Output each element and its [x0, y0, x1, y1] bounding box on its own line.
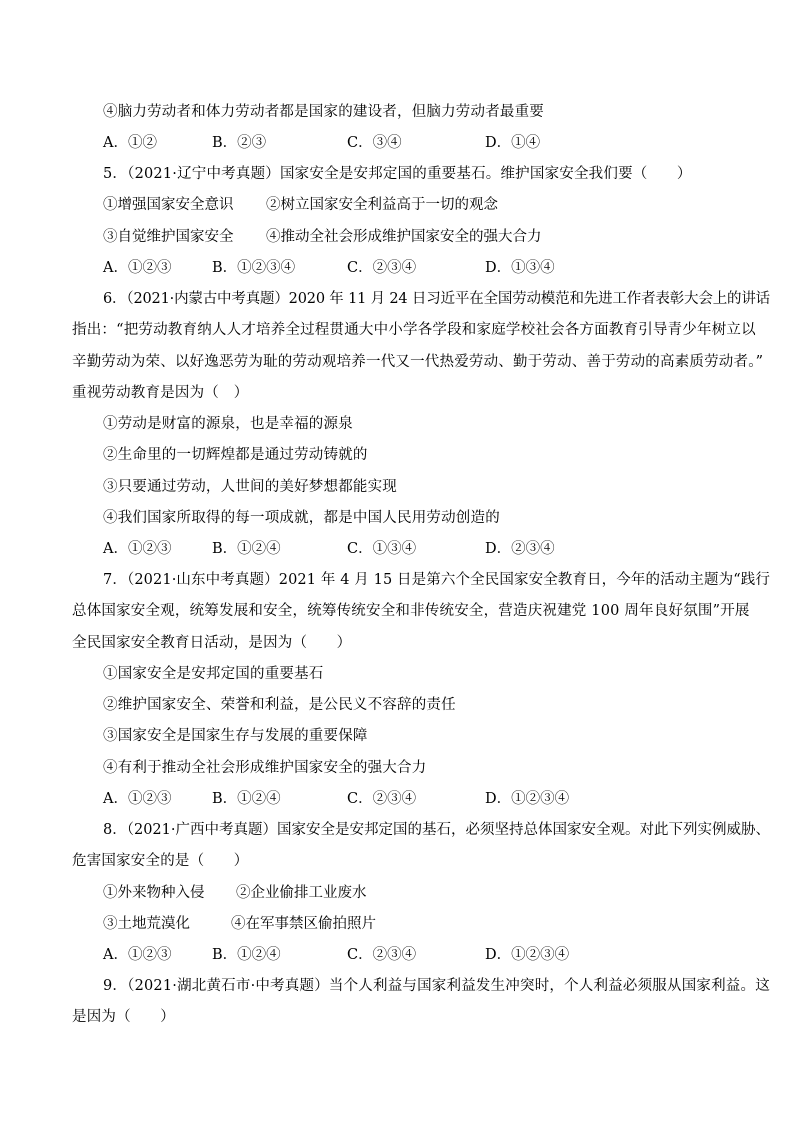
q6-choice-d: D．②③④	[485, 541, 555, 557]
q7-choice-d: D．①②③④	[485, 791, 570, 807]
q6-stem-line-2: 指出：“把劳动教育纳人人才培养全过程贯通大中小学各学段和家庭学校社会各方面教育引导青少年树立以	[72, 322, 756, 338]
q7-option-4: ④有利于推动全社会形成维护国家安全的强大合力	[103, 760, 427, 776]
q5-choice-a: A．①②③	[103, 260, 172, 276]
q5-choice-c: C．②③④	[347, 260, 417, 276]
q7-option-1: ①国家安全是安邦定国的重要基石	[103, 666, 324, 682]
q6-option-3: ③只要通过劳动，人世间的美好梦想都能实现	[103, 479, 397, 495]
q8-options-row-2	[103, 914, 376, 934]
q8-stem-line-2: 危害国家安全的是（ ）	[72, 853, 249, 869]
q6-stem-line-3: 辛勤劳动为荣、以好逸恶劳为耻的劳动观培养一代又一代热爱劳动、勤于劳动、善于劳动的高素质劳动者。”	[72, 354, 764, 370]
q6-stem-line-4: 重视劳动教育是因为（ ）	[72, 385, 249, 401]
q7-stem-line-3: 全民国家安全教育日活动，是因为（ ）	[72, 635, 352, 651]
q8-choice-a: A．①②③	[103, 947, 172, 963]
q6-option-4: ④我们国家所取得的每一项成就，都是中国人民用劳动创造的	[103, 510, 500, 526]
q8-options-row-1	[103, 883, 367, 903]
q8-choice-b: B．①②④	[212, 947, 281, 963]
q4-choice-b: B．②③	[212, 135, 267, 151]
q6-choice-a: A．①②③	[103, 541, 172, 557]
q7-choice-b: B．①②④	[212, 791, 281, 807]
q7-option-2: ②维护国家安全、荣誉和利益，是公民义不容辞的责任	[103, 697, 456, 713]
q8-option-2: ②企业偷排工业废水	[236, 885, 367, 901]
q8-choice-c: C．②③④	[347, 947, 417, 963]
q5-option-2: ②树立国家安全利益高于一切的观念	[266, 197, 498, 213]
q5-choice-d: D．①③④	[485, 260, 555, 276]
q5-choices	[103, 258, 703, 278]
q4-choice-a: A．①②	[103, 135, 157, 151]
q7-option-3: ③国家安全是国家生存与发展的重要保障	[103, 728, 368, 744]
q5-options-row-1	[103, 195, 498, 215]
q4-choice-d: D．①④	[485, 135, 541, 151]
q8-choice-d: D．①②③④	[485, 947, 570, 963]
q7-stem-line-1: 7．（2021·山东中考真题）2021 年 4 月 15 日是第六个全民国家安全教育日，今年的活动主题为“践行	[103, 572, 770, 588]
q8-option-1: ①外来物种入侵	[103, 885, 205, 901]
q9-stem-line-1: 9．（2021·湖北黄石市·中考真题）当个人利益与国家利益发生冲突时，个人利益必须服从国家利益。这	[103, 978, 770, 994]
q5-choice-b: B．①②③④	[212, 260, 296, 276]
q8-option-3: ③土地荒漠化	[103, 916, 190, 932]
q6-option-1: ①劳动是财富的源泉，也是幸福的源泉	[103, 416, 353, 432]
q5-options-row-2	[103, 227, 542, 247]
q7-choice-c: C．②③④	[347, 791, 417, 807]
q4-choices	[103, 133, 703, 153]
q4-choice-c: C．③④	[347, 135, 402, 151]
q6-option-2: ②生命里的一切辉煌都是通过劳动铸就的	[103, 447, 368, 463]
q6-stem-line-1: 6．（2021·内蒙古中考真题）2020 年 11 月 24 日习近平在全国劳动模范和先进工作者表彰大会上的讲话	[103, 291, 770, 307]
q6-choice-c: C．①③④	[347, 541, 417, 557]
q5-stem: 5．（2021·辽宁中考真题）国家安全是安邦定国的重要基石。维护国家安全我们要（ ）	[103, 166, 692, 182]
q5-option-4: ④推动全社会形成维护国家安全的强大合力	[266, 229, 542, 245]
q8-choices	[103, 945, 703, 965]
q7-choices	[103, 789, 703, 809]
q7-stem-line-2: 总体国家安全观，统筹发展和安全，统筹传统安全和非传统安全，营造庆祝建党 100 周年良好氛围”开展	[72, 603, 750, 619]
q4-option-4: ④脑力劳动者和体力劳动者都是国家的建设者，但脑力劳动者最重要	[103, 104, 544, 120]
q5-option-3: ③自觉维护国家安全	[103, 229, 234, 245]
q7-choice-a: A．①②③	[103, 791, 172, 807]
q5-option-1: ①增强国家安全意识	[103, 197, 234, 213]
q8-stem-line-1: 8．（2021·广西中考真题）国家安全是安邦定国的基石，必须坚持总体国家安全观。对此下列实例威胁、	[103, 822, 770, 838]
q6-choice-b: B．①②④	[212, 541, 281, 557]
q9-stem-line-2: 是因为（ ）	[72, 1009, 175, 1025]
q8-option-4: ④在军事禁区偷拍照片	[231, 916, 376, 932]
q6-choices	[103, 539, 703, 559]
